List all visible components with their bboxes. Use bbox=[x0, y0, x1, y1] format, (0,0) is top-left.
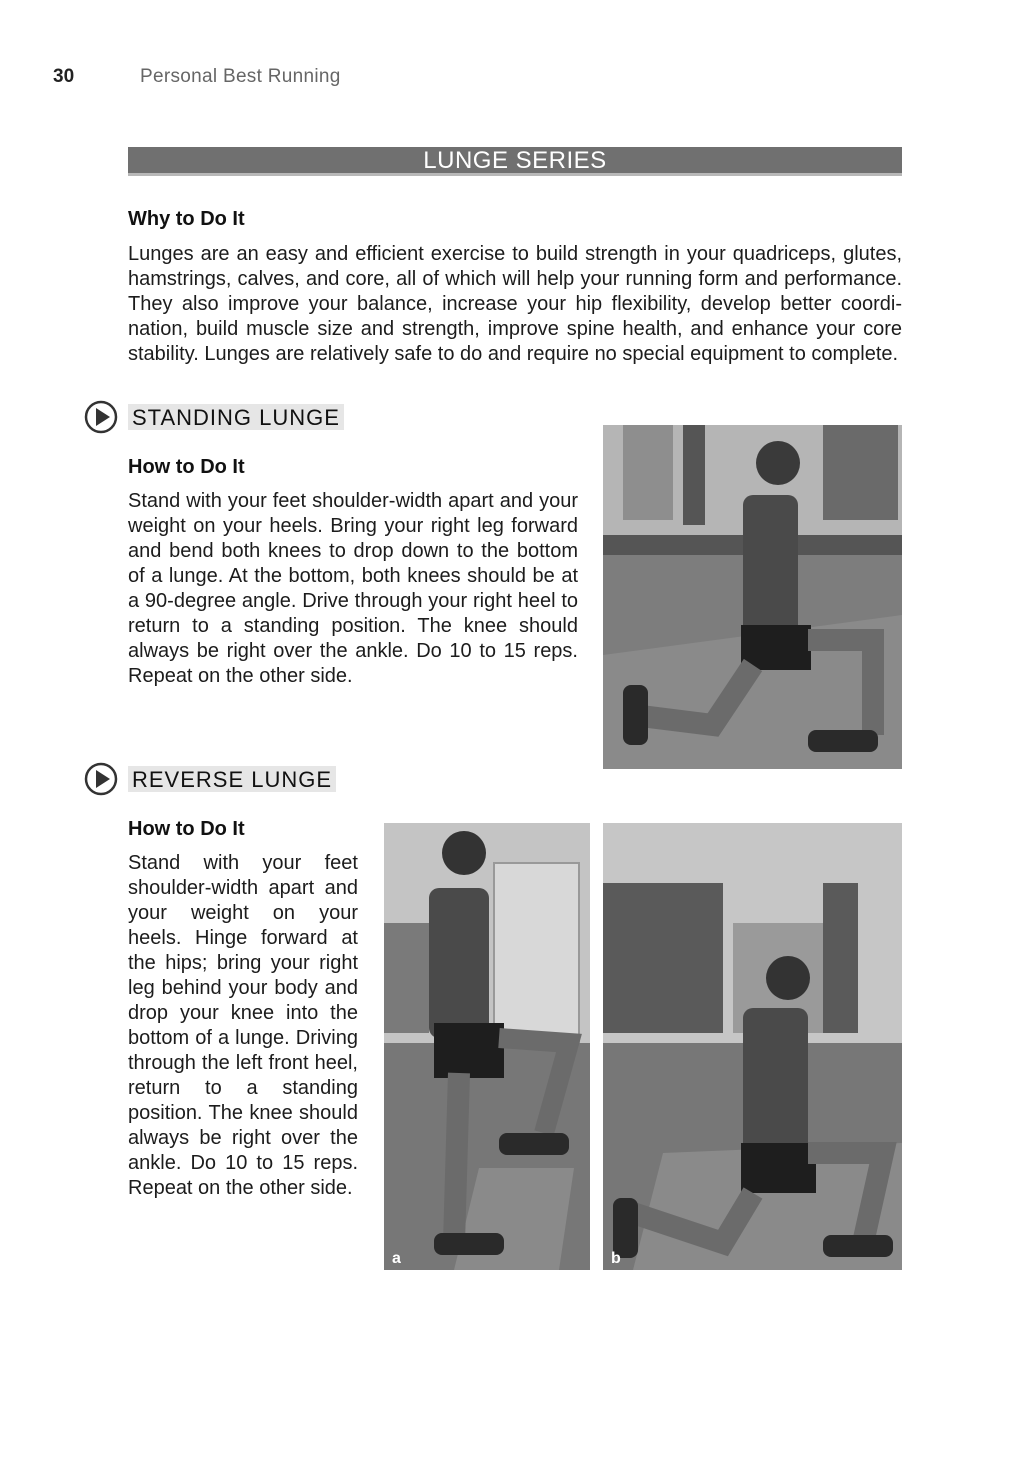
book-title: Personal Best Running bbox=[140, 66, 341, 87]
running-header bbox=[53, 66, 341, 88]
section-banner: LUNGE SERIES bbox=[128, 147, 902, 176]
standing-lunge-photo bbox=[603, 425, 902, 769]
standing-lunge-paragraph: Stand with your feet shoulder-width apart and your weight on your heels. Bring your right leg forward and bend both knees to drop down to the bottom of a lunge. At the bottom, both knees should be at a 90-degree angle. Drive through your right heel to return to a standing position. The knee should always be right over the ankle. Do 10 to 15 reps. Repeat on the other side. bbox=[128, 490, 578, 687]
reverse-lunge-photo-a bbox=[384, 823, 590, 1270]
photo-label-b: b bbox=[611, 1250, 621, 1267]
play-circle-icon bbox=[84, 762, 118, 796]
reverse-lunge-paragraph: Stand with your feet shoulder-width apart and your weight on your heels. Hinge forward at the hips; bring your right leg behind your body and drop your knee into the bottom of a lunge. Driving through the left front heel, return to a standing position. The knee should always be right over the ankle. Do 10 to 15 reps. Repeat on the other side. bbox=[128, 852, 358, 1199]
play-circle-icon bbox=[84, 400, 118, 434]
standing-lunge-title: STANDING LUNGE bbox=[128, 404, 344, 430]
standing-lunge-heading: How to Do It bbox=[128, 456, 245, 478]
intro-heading: Why to Do It bbox=[128, 208, 245, 230]
photo-label-a: a bbox=[392, 1250, 401, 1267]
intro-paragraph: Lunges are an easy and efficient exercise to build strength in your quadriceps, glutes, hamstrings, calves, and core, all of which will help your running form and performance. They also improve your balance, increase your hip flexibility, develop better coordination, build muscle size and strength, improve spine health, and enhance your core stability. Lunges are relatively safe to do and require no special equipment to complete. bbox=[128, 243, 902, 365]
reverse-lunge-photo-b bbox=[603, 823, 902, 1270]
reverse-lunge-heading: How to Do It bbox=[128, 818, 245, 840]
reverse-lunge-title: REVERSE LUNGE bbox=[128, 766, 336, 792]
page-number: 30 bbox=[53, 66, 75, 87]
